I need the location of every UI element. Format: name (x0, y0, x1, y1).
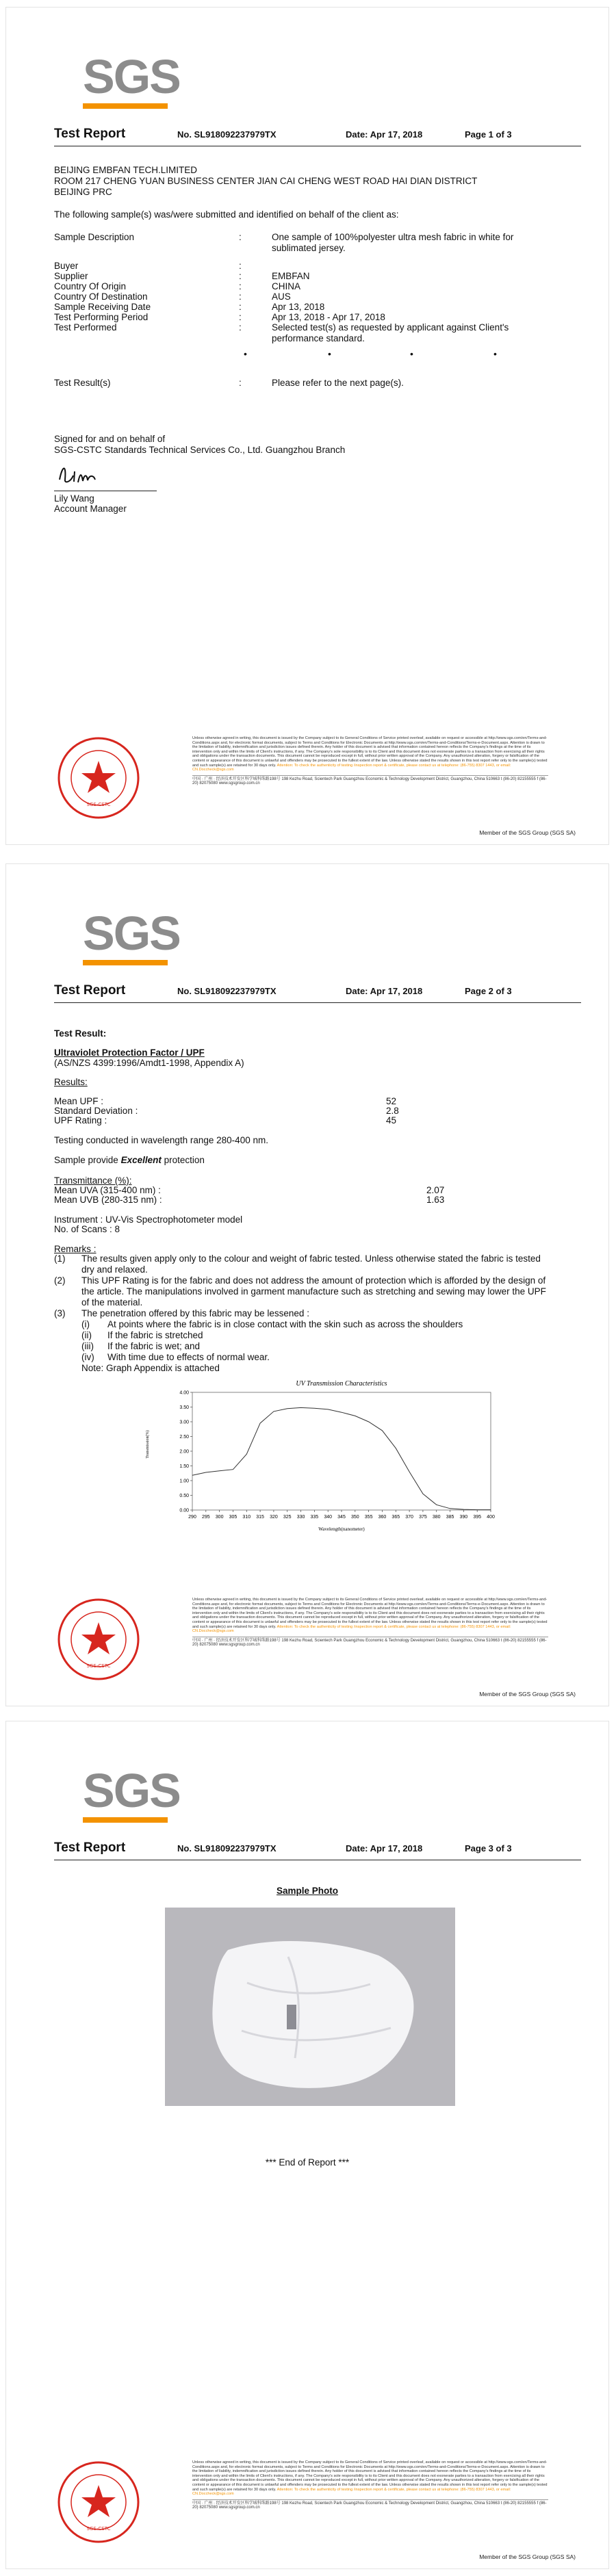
y-tick-label: 2.50 (179, 1435, 189, 1440)
sgs-logo (83, 1764, 180, 1828)
company-seal-icon (55, 735, 142, 821)
sub-remark-number: (i) (81, 1319, 90, 1329)
footer-address (192, 1637, 548, 1648)
protection-post: protection (164, 1155, 205, 1165)
signer-title: Account Manager (54, 504, 127, 514)
x-tick-label: 350 (350, 1515, 359, 1520)
sgs-logo-text: SGS (83, 1764, 180, 1817)
address-cn: 中国 · 广州 · 经济技术开发区科学城科珠路198号 (192, 777, 281, 781)
report-title: Test Report (54, 1840, 126, 1855)
chart-plot-frame (192, 1392, 491, 1510)
field-colon: : (239, 261, 242, 271)
sub-remark-text: If the fabric is stretched (107, 1330, 203, 1340)
transmittance-label: Transmittance (%): (54, 1175, 132, 1186)
results-label: Results: (54, 1077, 88, 1087)
sample-photo-title: Sample Photo (276, 1886, 338, 1896)
sub-remark-number: (ii) (81, 1330, 92, 1340)
protection-level: Excellent (120, 1155, 162, 1165)
y-tick-label: 2.00 (179, 1449, 189, 1455)
result-value: 52 (386, 1096, 397, 1106)
report-page-2 (5, 863, 609, 1706)
sgs-logo-bar (83, 1817, 168, 1823)
field-label: Sample Receiving Date (54, 302, 151, 312)
x-tick-label: 355 (364, 1515, 373, 1520)
intro-text: The following sample(s) was/were submitted and identified on behalf of the client as: (54, 209, 399, 220)
protection-pre: Sample provide (54, 1155, 118, 1165)
x-tick-label: 370 (405, 1515, 413, 1520)
sgs-logo-text: SGS (83, 50, 180, 103)
address-cn: 中国 · 广州 · 经济技术开发区科学城科珠路198号 (192, 2501, 281, 2506)
remark-number: (2) (54, 1275, 66, 1286)
client-address: ROOM 217 CHENG YUAN BUSINESS CENTER JIAN CAI CHENG WEST ROAD HAI DIAN DISTRICT (54, 176, 478, 186)
authenticity-text: Attention: To check the authenticity of testing /inspection report & certificate, please contact us at telephone: (86-755) 8307 1443, or email: CN.Doccheck@sgs.com (192, 2487, 511, 2497)
result-label: UPF Rating : (54, 1115, 107, 1126)
protection-statement (54, 1155, 205, 1166)
field-value: Apr 13, 2018 (272, 302, 325, 312)
report-page-3 (5, 1721, 609, 2569)
result-colon: : (239, 378, 242, 388)
field-colon: : (239, 232, 242, 242)
result-value: 45 (386, 1115, 397, 1126)
field-value: CHINA (272, 281, 301, 291)
sample-photo (165, 1908, 455, 2106)
x-tick-label: 300 (215, 1515, 224, 1520)
field-label: Country Of Destination (54, 291, 148, 302)
x-tick-label: 335 (310, 1515, 319, 1520)
address-en: 198 Kezhu Road, Scientech Park Guangzhou Economic & Technology Development District, Guangzhou, China 510663 (281, 777, 500, 781)
scan-count: No. of Scans : 8 (54, 1224, 120, 1234)
y-tick-label: 0.50 (179, 1494, 189, 1498)
field-value: EMBFAN (272, 271, 310, 281)
upf-standard: (AS/NZS 4399:1996/Amdt1-1998, Appendix A) (54, 1058, 244, 1068)
report-header (54, 125, 581, 146)
report-header (54, 982, 581, 1003)
legal-notice (192, 2460, 548, 2510)
field-colon: : (239, 291, 242, 302)
result-value: 2.8 (386, 1106, 399, 1116)
legal-text: Unless otherwise agreed in writing, this document is issued by the Company subject to its General Conditions of Service printed overleaf, available on request or accessible at http://www.sgs.com/en/Terms-and-Conditions.aspx and, for electronic format documents, subject to Terms and Conditions for Electronic Documents at http://www.sgs.com/en/Terms-and-Conditions/Terms-e-Document.aspx. Attention is drawn to the limitation of liability, indemnification and jurisdiction issues defined therein. Any holder of this document is advised that information contained hereon reflects the Company's findings at the time of its intervention only and within the limits of Client's instructions, if any. The Company's sole responsibility is to its Client and this document does not exonerate parties to a transaction from exercising all their rights and obligations under the transaction documents. This document cannot be reproduced except in full, without prior written approval of the Company. Any unauthorized alteration, forgery or falsification of the content or appearance of this document is unlawful and offenders may be prosecuted to the fullest extent of the law. Unless otherwise stated the results shown in this test report refer only to the sample(s) tested and such sample(s) are retained for 30 days only. (192, 1598, 548, 1629)
report-date: Date: Apr 17, 2018 (346, 129, 423, 140)
chart-y-label: Transmission(%) (146, 1430, 150, 1459)
remark-number: (3) (54, 1308, 66, 1318)
sub-remark-text: If the fabric is wet; and (107, 1341, 201, 1351)
result-value: Please refer to the next page(s). (272, 378, 404, 388)
signed-org: SGS-CSTC Standards Technical Services Co., Ltd. Guangzhou Branch (54, 445, 346, 455)
legal-notice (192, 736, 548, 786)
field-colon: : (239, 271, 242, 281)
series-line (192, 1407, 491, 1509)
uv-transmission-chart (143, 1376, 499, 1533)
x-tick-label: 390 (459, 1515, 468, 1520)
sgs-logo (83, 907, 180, 971)
y-tick-label: 0.00 (179, 1508, 189, 1513)
remark-text: This UPF Rating is for the fabric and does not address the amount of protection which is afforded by the design of the article. The manipulations involved in garment manufacture such as stretching and sewing may lower the UPF of the material. (81, 1275, 546, 1307)
signer-name: Lily Wang (54, 493, 94, 504)
field-colon: : (239, 302, 242, 312)
x-tick-label: 310 (242, 1515, 251, 1520)
x-tick-label: 400 (487, 1515, 495, 1520)
y-tick-label: 4.00 (179, 1390, 189, 1396)
report-number: No. SL918092237979TX (177, 129, 277, 140)
footer-phone: t (86-20) 82155555 f (86-20) 82075080 www.sgsgroup.com.cn (192, 1638, 547, 1648)
signature-image (55, 459, 110, 488)
x-tick-label: 325 (283, 1515, 292, 1520)
sgs-logo (83, 50, 180, 114)
footer-address (192, 775, 548, 786)
report-title: Test Report (54, 127, 126, 141)
address-en: 198 Kezhu Road, Scientech Park Guangzhou Economic & Technology Development District, Guangzhou, China 510663 (281, 1638, 500, 1643)
graph-note: Note: Graph Appendix is attached (81, 1363, 220, 1373)
field-label: Buyer (54, 261, 79, 271)
transmittance-label-uva: Mean UVA (315-400 nm) : (54, 1185, 161, 1195)
legal-text: Unless otherwise agreed in writing, this document is issued by the Company subject to its General Conditions of Service printed overleaf, available on request or accessible at http://www.sgs.com/en/Terms-and-Conditions.aspx and, for electronic format documents, subject to Terms and Conditions for Electronic Documents at http://www.sgs.com/en/Terms-and-Conditions/Terms-e-Document.aspx. Attention is drawn to the limitation of liability, indemnification and jurisdiction issues defined therein. Any holder of this document is advised that information contained hereon reflects the Company's findings at the time of its intervention only and within the limits of Client's instructions, if any. The Company's sole responsibility is to its Client and this document does not exonerate parties to a transaction from exercising all their rights and obligations under the transaction documents. This document cannot be reproduced except in full, without prior written approval of the Company. Any unauthorized alteration, forgery or falsification of the content or appearance of this document is unlawful and offenders may be prosecuted to the fullest extent of the law. Unless otherwise stated the results shown in this test report refer only to the sample(s) tested and such sample(s) are retained for 30 days only. (192, 736, 548, 768)
field-colon: : (239, 281, 242, 291)
address-cn: 中国 · 广州 · 经济技术开发区科学城科珠路198号 (192, 1638, 281, 1643)
member-text: Member of the SGS Group (SGS SA) (479, 829, 576, 836)
result-label: Test Result(s) (54, 378, 111, 388)
svg-text:SGS-CSTC: SGS-CSTC (86, 802, 111, 807)
x-tick-label: 380 (432, 1515, 441, 1520)
field-colon: : (239, 312, 242, 322)
report-header (54, 1839, 581, 1860)
footer-address (192, 2499, 548, 2510)
footer-phone: t (86-20) 82155555 f (86-20) 82075080 www.sgsgroup.com.cn (192, 2501, 547, 2510)
field-value: Selected test(s) as requested by applicant against Client's performance standard. (272, 322, 509, 343)
chart-title: UV Transmission Characteristics (296, 1380, 387, 1388)
chart-series (192, 1407, 491, 1509)
upf-title: Ultraviolet Protection Factor / UPF (54, 1048, 205, 1058)
remark-text: The penetration offered by this fabric may be lessened : (81, 1308, 309, 1318)
sgs-logo-text: SGS (83, 907, 180, 960)
sub-remark-number: (iii) (81, 1341, 94, 1351)
transmittance-label-uvb: Mean UVB (280-315 nm) : (54, 1195, 162, 1205)
x-tick-label: 375 (419, 1515, 427, 1520)
chart-grid (179, 1391, 495, 1520)
svg-text:SGS-CSTC: SGS-CSTC (86, 2526, 111, 2532)
x-tick-label: 360 (378, 1515, 387, 1520)
sub-remark-number: (iv) (81, 1352, 94, 1362)
field-label: Country Of Origin (54, 281, 127, 291)
field-label: Test Performed (54, 322, 117, 333)
field-label: Sample Description (54, 232, 135, 242)
test-result-heading: Test Result: (54, 1028, 107, 1039)
y-tick-label: 3.50 (179, 1405, 189, 1410)
transmittance-value-uva: 2.07 (426, 1185, 445, 1195)
authenticity-text: Attention: To check the authenticity of testing /inspection report & certificate, please contact us at telephone: (86-755) 8307 1443, or email: CN.Doccheck@sgs.com (192, 1624, 511, 1634)
remarks-label: Remarks : (54, 1244, 97, 1254)
remark-number: (1) (54, 1253, 66, 1264)
page-footer (6, 2459, 608, 2568)
remark-text: The results given apply only to the colour and weight of fabric tested. Unless otherwise stated the fabric is tested dry and relaxed. (81, 1253, 541, 1275)
x-tick-label: 340 (324, 1515, 333, 1520)
result-label: Mean UPF : (54, 1096, 104, 1106)
x-tick-label: 385 (446, 1515, 454, 1520)
y-tick-label: 1.50 (179, 1464, 189, 1469)
result-label: Standard Deviation : (54, 1106, 138, 1116)
member-text: Member of the SGS Group (SGS SA) (479, 1691, 576, 1697)
instrument: Instrument : UV-Vis Spectrophotometer model (54, 1214, 243, 1225)
field-label: Supplier (54, 271, 88, 281)
transmittance-value-uvb: 1.63 (426, 1195, 445, 1205)
end-of-report: *** End of Report *** (265, 2157, 350, 2168)
client-name: BEIJING EMBFAN TECH.LIMITED (54, 165, 198, 175)
client-city: BEIJING PRC (54, 187, 112, 197)
page-indicator: Page 1 of 3 (465, 129, 512, 140)
x-tick-label: 330 (296, 1515, 305, 1520)
authenticity-text: Attention: To check the authenticity of testing /inspection report & certificate, please contact us at telephone: (86-755) 8307 1443, or email: CN.Doccheck@sgs.com (192, 763, 511, 772)
x-tick-label: 395 (473, 1515, 482, 1520)
sgs-logo-bar (83, 960, 168, 965)
address-en: 198 Kezhu Road, Scientech Park Guangzhou Economic & Technology Development District, Guangzhou, China 510663 (281, 2501, 500, 2506)
footer-phone: t (86-20) 82155555 f (86-20) 82075080 www.sgsgroup.com.cn (192, 777, 547, 786)
x-tick-label: 320 (270, 1515, 278, 1520)
report-page-1: SGS Test Report No. SL918092237979TX Date: Apr 17, 2018 Page 1 of 3 BEIJING EMBFAN TECH.LIMITED ROOM 217 CHENG YUAN BUSINESS CENTER JIAN CAI CHENG WEST ROAD HAI DIAN DISTRICT BEIJING PRC The following sample(s) was/were submitted and identified on behalf of the client as: Sample Description : One sample of 100%polyester ultra mesh fabric in white for sublimated jersey. Buyer : Supplier : EMBFAN Country Of Origin : CHINA Country Of Destination : AUS Sample Receiving Date : Apr 13, 2018 Test Performing Period : Apr 13, 2018 - Apr 17, 2018 Test Performed : Selected test(s) as requested by applicant against Client's performance standard. • • • • Test Result(s) : Please refer to the next page(s). Signed for and on behalf of SGS-CSTC Standards Technical Services Co., Ltd. Guangzhou Branch Lily Wang Account Manager SGS-CSTC Unless otherwise agreed in writing, this document is issued by the Company subject to its General Conditions of Service printed overleaf, available on request or accessible at http://www.sgs.com/en/Terms-and-Conditions.aspx and, for electronic format documents, subject to Terms and Conditions for Electronic Documents at http://www.sgs.com/en/Terms-and-Conditions/Terms-e-Document.aspx. Attention is drawn to the limitation of liability, indemnification and jurisdiction issues defined therein. Any holder of this document is advised that information contained hereon reflects the Company's findings at the time of its intervention only and within the limits of Client's instructions, if any. The Company's sole responsibility is to its Client and this document does not exonerate parties to a transaction from exercising all their rights and obligations under the transaction documents. This document cannot be reproduced except in full, without prior written approval of the Company. Any unauthorized alteration, forgery or falsification of the content or appearance of this document is unlawful and offenders may be prosecuted to the fullest extent of the law. Unless otherwise stated the results shown in this test report refer only to the sample(s) tested and such sample(s) are retained for 30 days only. Attention: To check the authenticity of testing /inspection report & certificate, please contact us at telephone: (86-755) 8307 1443, or email: CN.Doccheck@sgs.com 中国 · 广州 · 经济技术开发区科学城科珠路198号 198 Kezhu Road, Scientech Park Guangzhou Economic & Technology Development District, Guangzhou, China 510663 t (86-20) 82155555 f (86-20) 82075080 www.sgsgroup.com.cn Member of the SGS Group (SGS SA) (5, 7, 609, 845)
company-seal-icon (55, 1596, 142, 1682)
x-tick-label: 290 (188, 1515, 196, 1520)
report-date: Date: Apr 17, 2018 (346, 1843, 423, 1853)
field-value: Apr 13, 2018 - Apr 17, 2018 (272, 312, 385, 322)
report-number: No. SL918092237979TX (177, 1843, 277, 1853)
sub-remark-text: With time due to effects of normal wear. (107, 1352, 270, 1362)
legal-text: Unless otherwise agreed in writing, this document is issued by the Company subject to its General Conditions of Service printed overleaf, available on request or accessible at http://www.sgs.com/en/Terms-and-Conditions.aspx and, for electronic format documents, subject to Terms and Conditions for Electronic Documents at http://www.sgs.com/en/Terms-and-Conditions/Terms-e-Document.aspx. Attention is drawn to the limitation of liability, indemnification and jurisdiction issues defined therein. Any holder of this document is advised that information contained hereon reflects the Company's findings at the time of its intervention only and within the limits of Client's instructions, if any. The Company's sole responsibility is to its Client and this document does not exonerate parties to a transaction from exercising all their rights and obligations under the transaction documents. This document cannot be reproduced except in full, without prior written approval of the Company. Any unauthorized alteration, forgery or falsification of the content or appearance of this document is unlawful and offenders may be prosecuted to the fullest extent of the law. Unless otherwise stated the results shown in this test report refer only to the sample(s) tested and such sample(s) are retained for 30 days only. (192, 2460, 548, 2492)
member-text: Member of the SGS Group (SGS SA) (479, 2553, 576, 2560)
x-tick-label: 305 (229, 1515, 238, 1520)
sgs-logo-bar (83, 103, 168, 109)
legal-notice (192, 1598, 548, 1648)
x-tick-label: 315 (256, 1515, 264, 1520)
page-footer (6, 735, 608, 844)
company-seal-icon (55, 2459, 142, 2545)
wavelength-note: Testing conducted in wavelength range 280-400 nm. (54, 1135, 268, 1145)
chart-x-label: Wavelength(nanometer) (318, 1526, 365, 1532)
field-colon: : (239, 322, 242, 333)
x-tick-label: 365 (392, 1515, 400, 1520)
report-number: No. SL918092237979TX (177, 986, 277, 996)
field-value: AUS (272, 291, 291, 302)
page-indicator: Page 2 of 3 (465, 986, 512, 996)
field-value: One sample of 100%polyester ultra mesh fabric in white for sublimated jersey. (272, 232, 514, 253)
svg-text:SGS-CSTC: SGS-CSTC (86, 1663, 111, 1669)
report-date: Date: Apr 17, 2018 (346, 986, 423, 996)
field-label: Test Performing Period (54, 312, 149, 322)
y-tick-label: 3.00 (179, 1420, 189, 1425)
report-title: Test Report (54, 983, 126, 998)
y-tick-label: 1.00 (179, 1479, 189, 1484)
x-tick-label: 345 (337, 1515, 346, 1520)
sub-remark-text: At points where the fabric is in close contact with the skin such as across the shoulders (107, 1319, 463, 1329)
page-footer (6, 1596, 608, 1706)
signed-for: Signed for and on behalf of (54, 434, 166, 444)
page-indicator: Page 3 of 3 (465, 1843, 512, 1853)
x-tick-label: 295 (201, 1515, 210, 1520)
